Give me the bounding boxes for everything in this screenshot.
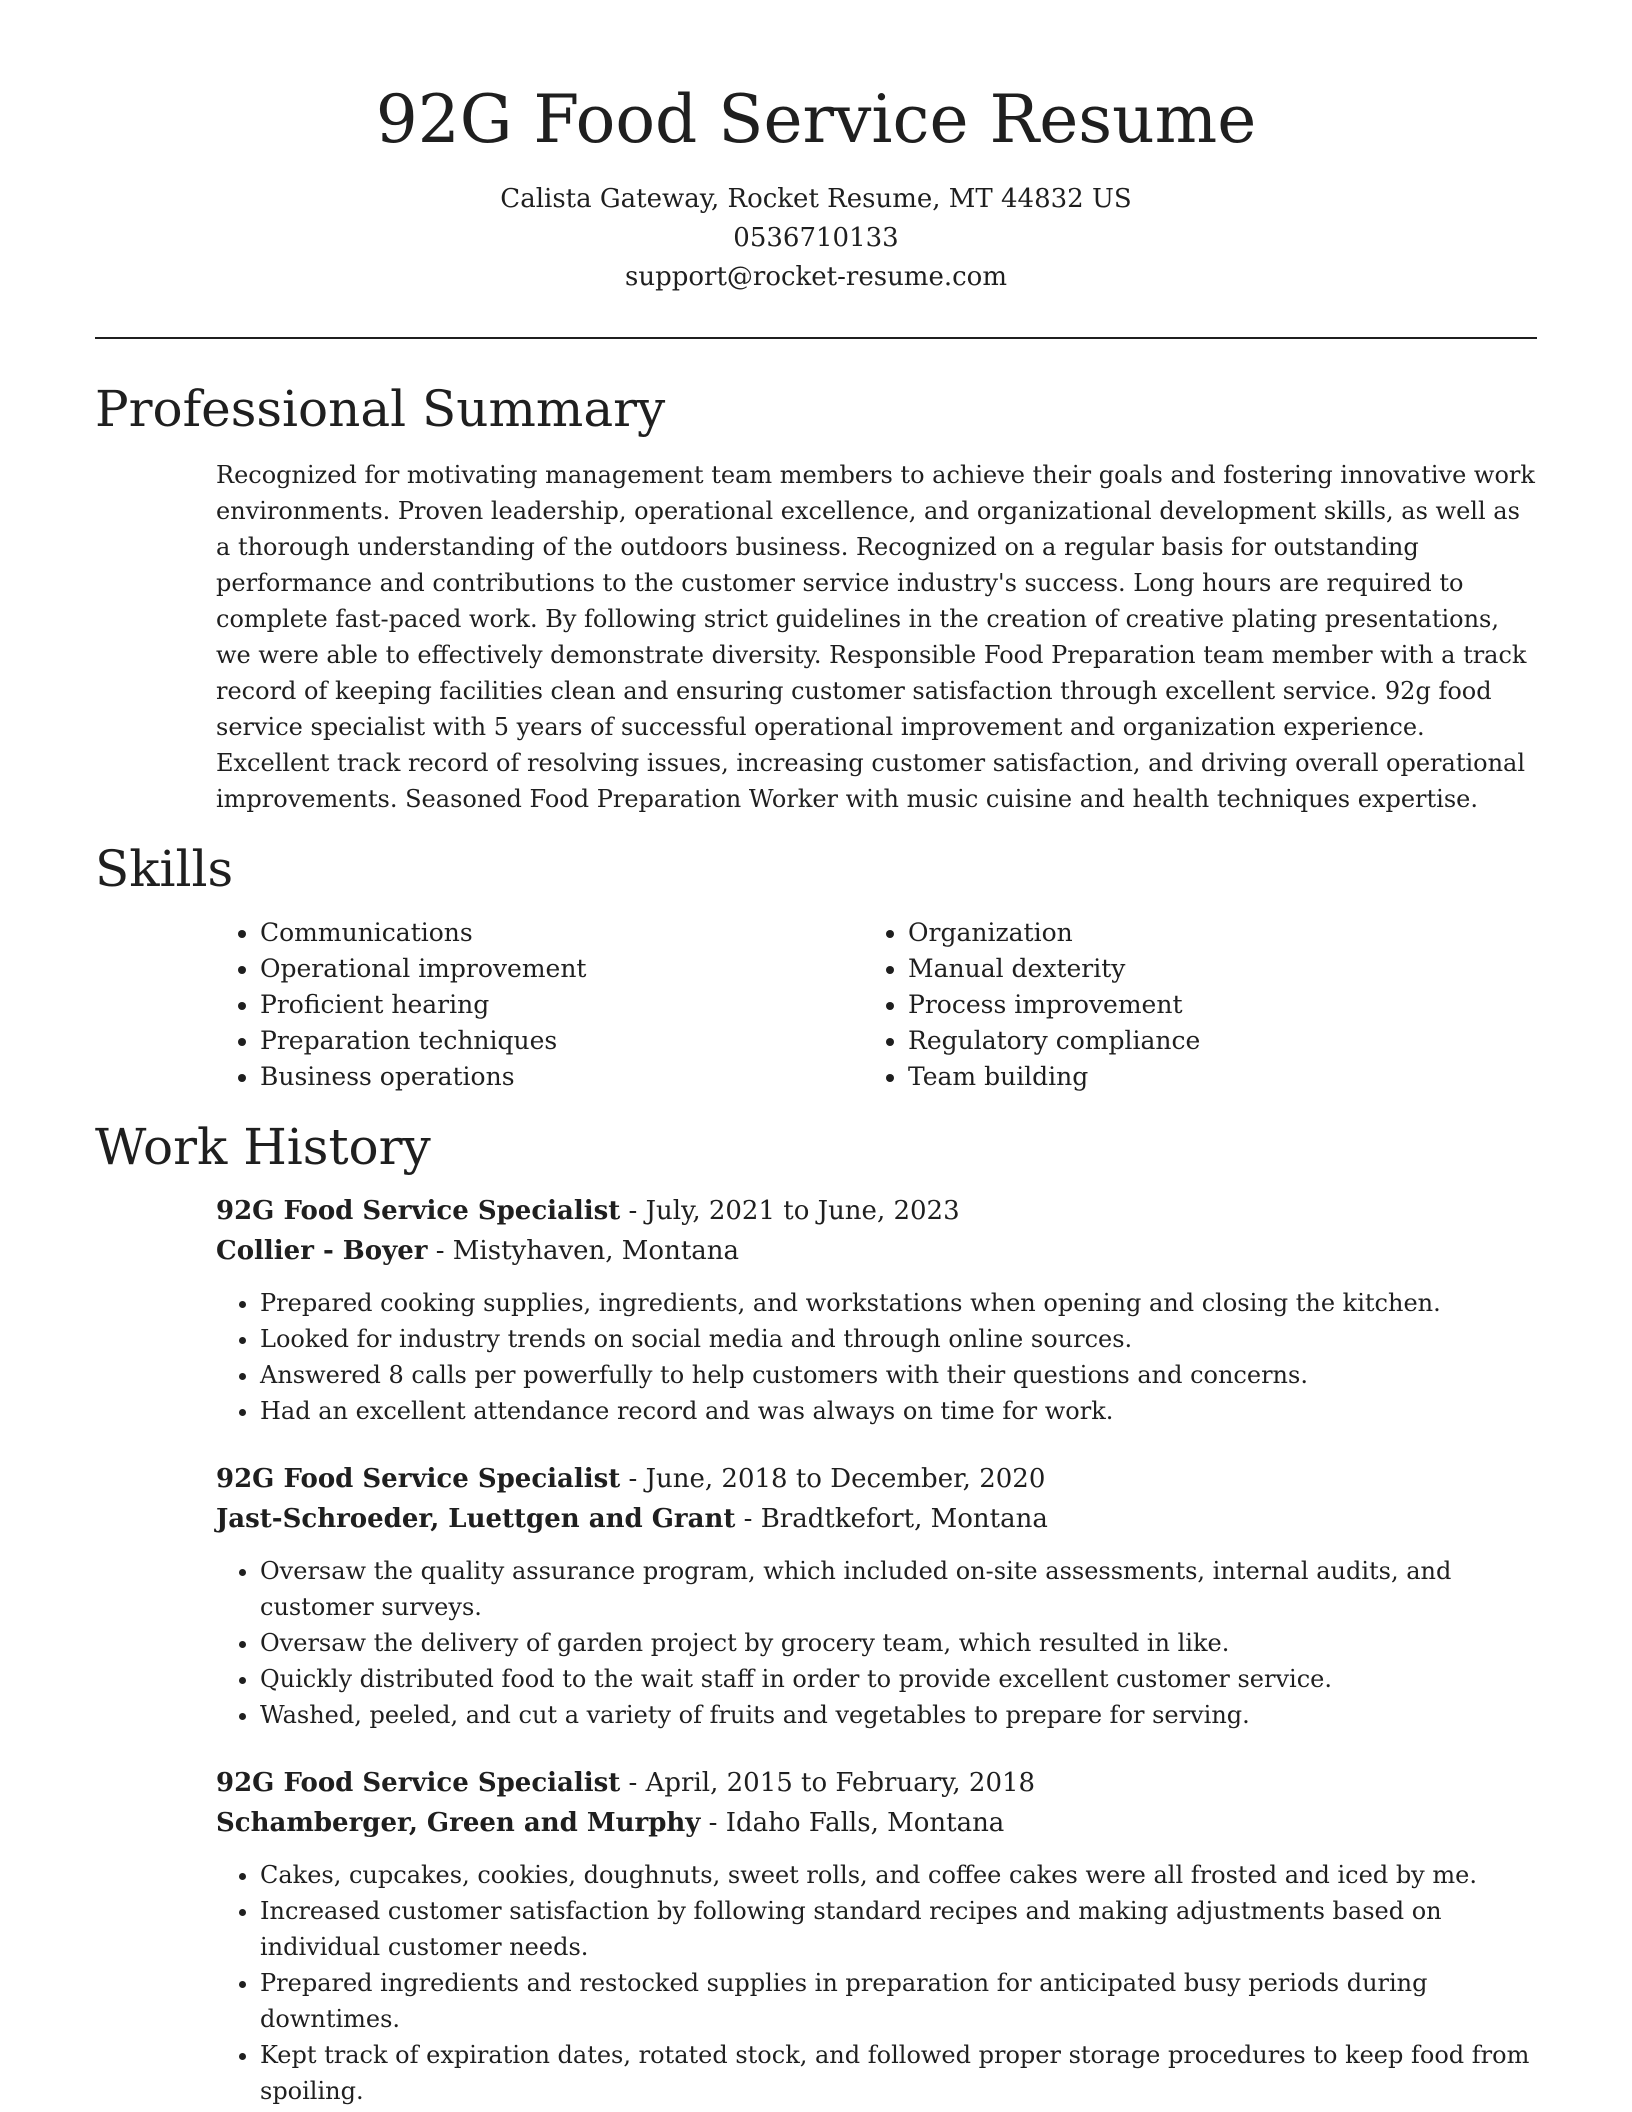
job-dates: - June, 2018 to December, 2020 (620, 1463, 1046, 1494)
job-bullets (216, 1285, 1537, 1429)
job-title-line (216, 1459, 1537, 1499)
job-bullet: • Kept track of expiration dates, rotated stock, and followed proper storage procedures to keep food from spoiling. (260, 2037, 1537, 2109)
work-history-section (95, 1117, 1537, 2109)
job-location: - Bradtkefort, Montana (735, 1503, 1048, 1534)
job-bullet: • Quickly distributed food to the wait staff in order to provide excellent customer service. (260, 1661, 1537, 1697)
skills-list-right (864, 915, 1537, 1095)
summary-text: Recognized for motivating management team members to achieve their goals and fostering innovative work environments. Proven leadership, operational excellence, and organizational development skills, as well as a thorough understanding of the outdoors business. Recognized on a regular basis for outstanding performance and contributions to the customer service industry's success. Long hours are required to complete fast-paced work. By following strict guidelines in the creation of creative plating presentations, we were able to effectively demonstrate diversity. Responsible Food Preparation team member with a track record of keeping facilities clean and ensuring customer satisfaction through excellent service. 92g food service specialist with 5 years of successful operational improvement and organization experience. Excellent track record of resolving issues, increasing customer satisfaction, and driving overall operational improvements. Seasoned Food Preparation Worker with music cuisine and health techniques expertise. (216, 460, 1535, 813)
section-heading-work-history: Work History (95, 1117, 431, 1176)
job-bullet: • Washed, peeled, and cut a variety of fruits and vegetables to prepare for serving. (260, 1697, 1537, 1733)
skills-grid (216, 915, 1537, 1095)
resume-header (95, 0, 1537, 297)
job-bullets (216, 1553, 1537, 1733)
contact-email: support@rocket-resume.com (624, 261, 1007, 292)
job-dates: - April, 2015 to February, 2018 (620, 1767, 1036, 1798)
job-company: Schamberger, Green and Murphy (216, 1807, 701, 1838)
job-company: Jast-Schroeder, Luettgen and Grant (216, 1503, 736, 1534)
skill-item: • Team building (908, 1059, 1537, 1095)
skills-list-left (216, 915, 864, 1095)
skill-item: • Business operations (260, 1059, 864, 1095)
job-title-line (216, 1191, 1537, 1231)
job-employer-line (216, 1499, 1537, 1539)
job-employer-line (216, 1803, 1537, 1843)
skill-item: • Organization (908, 915, 1537, 951)
contact-info (95, 180, 1537, 297)
job-bullet: • Oversaw the delivery of garden project by grocery team, which resulted in like. (260, 1625, 1537, 1661)
job-bullet: • Oversaw the quality assurance program, which included on-site assessments, internal audits, and customer surveys. (260, 1553, 1537, 1625)
skill-item: • Process improvement (908, 987, 1537, 1023)
resume-title: 92G Food Service Resume (375, 81, 1257, 158)
job-location: - Idaho Falls, Montana (700, 1807, 1005, 1838)
section-heading-summary: Professional Summary (95, 379, 666, 438)
job-location: - Mistyhaven, Montana (427, 1235, 740, 1266)
skill-item: • Manual dexterity (908, 951, 1537, 987)
job-entry (216, 1459, 1537, 1733)
job-bullet: • Looked for industry trends on social media and through online sources. (260, 1321, 1537, 1357)
header-divider (95, 337, 1537, 339)
skill-item: • Preparation techniques (260, 1023, 864, 1059)
job-bullet: • Prepared cooking supplies, ingredients, and workstations when opening and closing the kitchen. (260, 1285, 1537, 1321)
job-company: Collier - Boyer (216, 1235, 428, 1266)
contact-address: Calista Gateway, Rocket Resume, MT 44832 US (500, 183, 1132, 214)
skill-item: • Communications (260, 915, 864, 951)
skills-section (95, 839, 1537, 1095)
job-role: 92G Food Service Specialist (216, 1767, 621, 1798)
job-bullets (216, 1857, 1537, 2109)
contact-phone: 0536710133 (733, 222, 899, 253)
job-dates: - July, 2021 to June, 2023 (620, 1195, 960, 1226)
job-bullet: • Increased customer satisfaction by following standard recipes and making adjustments based on individual customer needs. (260, 1893, 1537, 1965)
skill-item: • Operational improvement (260, 951, 864, 987)
job-role: 92G Food Service Specialist (216, 1463, 621, 1494)
job-entry (216, 1191, 1537, 1429)
job-entry (216, 1763, 1537, 2109)
skill-item: • Proficient hearing (260, 987, 864, 1023)
professional-summary-section (95, 379, 1537, 817)
job-role: 92G Food Service Specialist (216, 1195, 621, 1226)
section-heading-skills: Skills (95, 839, 234, 898)
job-bullet: • Cakes, cupcakes, cookies, doughnuts, sweet rolls, and coffee cakes were all frosted and iced by me. (260, 1857, 1537, 1893)
job-bullet: • Answered 8 calls per powerfully to help customers with their questions and concerns. (260, 1357, 1537, 1393)
job-title-line (216, 1763, 1537, 1803)
skill-item: • Regulatory compliance (908, 1023, 1537, 1059)
job-bullet: • Prepared ingredients and restocked supplies in preparation for anticipated busy periods during downtimes. (260, 1965, 1537, 2037)
job-bullet: • Had an excellent attendance record and was always on time for work. (260, 1393, 1537, 1429)
job-employer-line (216, 1231, 1537, 1271)
